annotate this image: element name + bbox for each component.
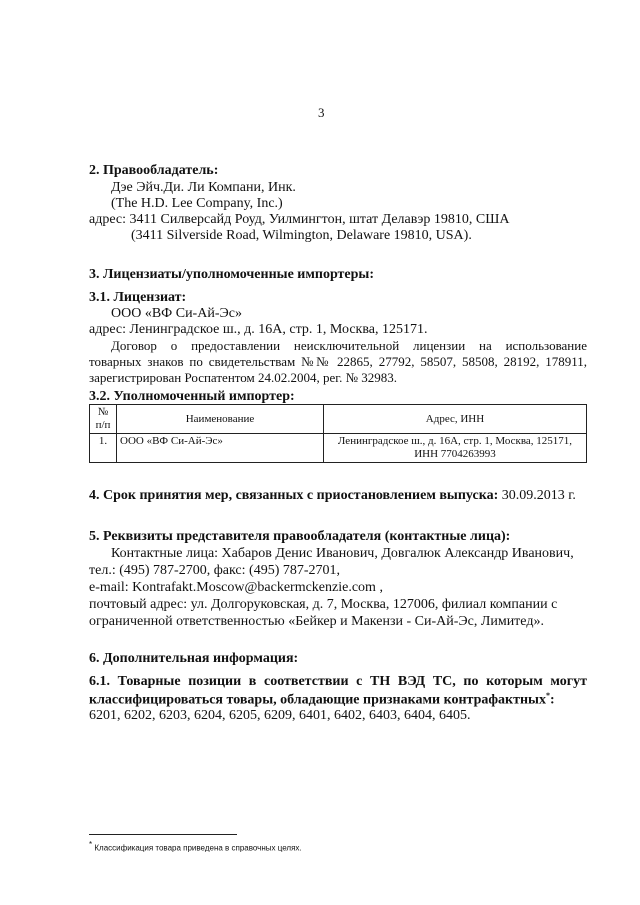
licensee-address: адрес: Ленинградское ш., д. 16А, стр. 1, Москва, 125171.: [89, 322, 428, 337]
contact-email: e-mail: Kontrafakt.Moscow@backermckenzie.com ,: [89, 580, 383, 595]
section-3-2-heading: 3.2. Уполномоченный импортер:: [89, 389, 295, 404]
section-2-heading: 2. Правообладатель:: [89, 163, 219, 178]
contact-persons: Контактные лица: Хабаров Денис Иванович, Довгалюк Александр Иванович,: [111, 546, 574, 561]
page-number: 3: [318, 105, 325, 120]
postal-address-line-2: ограниченной ответственностью «Бейкер и Макензи - Си-Ай-Эс, Лимитед».: [89, 614, 544, 629]
contract-line-3: зарегистрирован Роспатентом 24.02.2004, рег. № 32983.: [89, 370, 398, 385]
row-address: Ленинградское ш., д. 16А, стр. 1, Москва, 125171, ИНН 7704263993: [324, 434, 587, 463]
section-6-heading: 6. Дополнительная информация:: [89, 651, 299, 666]
section-3-heading: 3. Лицензиаты/уполномоченные импортеры:: [89, 267, 375, 282]
header-address: Адрес, ИНН: [324, 405, 587, 434]
rightholder-name-en: (The H.D. Lee Company, Inc.): [111, 196, 283, 211]
footnote-text: Классификация товара приведена в справочных целях.: [94, 843, 302, 853]
contract-line-2: товарных знаков по свидетельствам №№ 22865, 27792, 58507, 58508, 28192, 178911,: [89, 354, 587, 369]
tariff-codes: 6201, 6202, 6203, 6204, 6205, 6209, 6401, 6402, 6403, 6404, 6405.: [89, 708, 471, 723]
contact-phone: тел.: (495) 787-2700, факс: (495) 787-2701,: [89, 563, 341, 578]
header-num: № п/п: [90, 405, 117, 434]
section-3-1-heading: 3.1. Лицензиат:: [89, 290, 187, 305]
section-4: [89, 488, 576, 504]
suspension-date: 30.09.2013 г.: [501, 488, 576, 503]
section-4-heading: 4. Срок принятия мер, связанных с приостановлением выпуска:: [89, 488, 499, 503]
footnote-ref: *: [546, 691, 550, 700]
rightholder-address-ru: адрес: 3411 Силверсайд Роуд, Уилмингтон, штат Делавэр 19810, США: [89, 212, 510, 227]
section-6-1-line-2: классифицироваться товары, обладающие признаками контрафактных*:: [89, 691, 555, 708]
row-name: ООО «ВФ Си-Ай-Эс»: [117, 434, 324, 463]
postal-address-line-1: почтовый адрес: ул. Долгоруковская, д. 7, Москва, 127006, филиал компании с: [89, 597, 558, 612]
section-5-heading: 5. Реквизиты представителя правообладателя (контактные лица):: [89, 529, 511, 544]
licensee-name: ООО «ВФ Си-Ай-Эс»: [111, 306, 242, 321]
table-row: [90, 434, 587, 463]
header-name: Наименование: [117, 405, 324, 434]
footnote-divider: [89, 834, 237, 835]
footnote-mark: *: [89, 840, 93, 849]
section-6-1-line-1: 6.1. Товарные позиции в соответствии с ТН ВЭД ТС, по которым могут: [89, 674, 587, 689]
table-header-row: [90, 405, 587, 434]
rightholder-address-en: (3411 Silverside Road, Wilmington, Delaware 19810, USA).: [131, 228, 472, 243]
rightholder-name-ru: Дэе Эйч.Ди. Ли Компани, Инк.: [111, 180, 296, 195]
footnote: [89, 840, 302, 853]
row-num: 1.: [90, 434, 117, 463]
importer-table: [89, 404, 587, 463]
contract-line-1: Договор о предоставлении неисключительной лицензии на использование: [111, 338, 587, 353]
